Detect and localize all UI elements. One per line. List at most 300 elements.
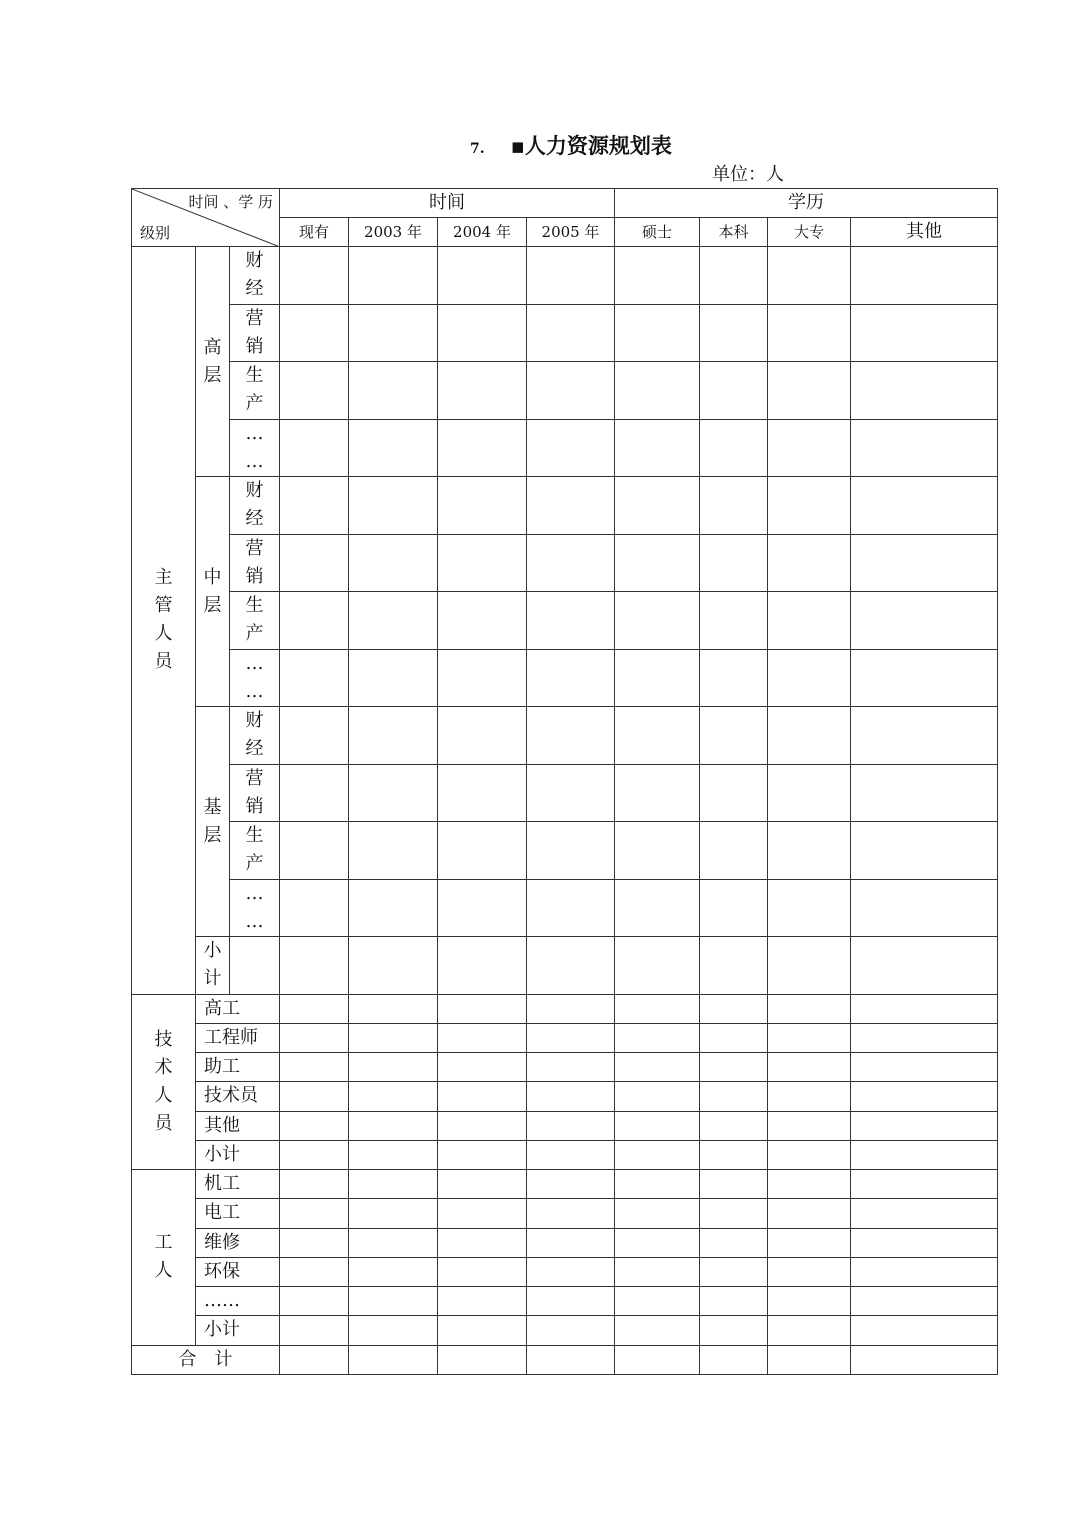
data-cell (438, 534, 527, 592)
data-cell (851, 1199, 998, 1228)
time-group-header: 时间 (280, 189, 615, 218)
edu-col-header: 硕士 (615, 218, 700, 247)
data-cell (851, 1170, 998, 1199)
data-cell (768, 1257, 851, 1286)
function-label (244, 420, 266, 476)
table-row (132, 534, 998, 592)
level-label-cell (196, 707, 230, 937)
table-row (132, 304, 998, 362)
data-cell (700, 1257, 768, 1286)
data-cell (349, 707, 438, 765)
data-cell (768, 1199, 851, 1228)
data-cell (349, 1023, 438, 1052)
level-label (202, 794, 224, 850)
data-cell (615, 247, 700, 305)
data-cell (349, 994, 438, 1023)
data-cell (768, 879, 851, 937)
data-cell (768, 1170, 851, 1199)
edu-col-header: 大专 (768, 218, 851, 247)
manager-label-char: 员 (154, 651, 173, 673)
data-cell (280, 247, 349, 305)
function-label-char: … (245, 652, 264, 674)
data-cell (349, 1228, 438, 1257)
data-cell (280, 477, 349, 535)
data-cell (768, 1228, 851, 1257)
data-cell (438, 707, 527, 765)
table-row (132, 419, 998, 477)
data-cell (527, 649, 615, 707)
level-label-char: 中 (203, 566, 222, 588)
data-cell (615, 362, 700, 420)
table-row (132, 649, 998, 707)
tech-category-cell (132, 994, 196, 1170)
manager-label-char: 管 (154, 595, 173, 617)
function-label (244, 822, 266, 878)
data-cell (527, 477, 615, 535)
worker-row-label: 环保 (196, 1257, 280, 1286)
data-cell (349, 1316, 438, 1345)
data-cell (438, 1082, 527, 1111)
function-label-cell (230, 304, 280, 362)
function-label-char: 营 (245, 537, 264, 559)
data-cell (768, 419, 851, 477)
function-label-cell (230, 822, 280, 880)
data-cell (768, 534, 851, 592)
function-label-char: … (245, 422, 264, 444)
data-cell (280, 1199, 349, 1228)
data-cell (700, 822, 768, 880)
tech-row-label: 助工 (196, 1053, 280, 1082)
data-cell (615, 707, 700, 765)
data-cell (280, 1316, 349, 1345)
data-cell (851, 1082, 998, 1111)
function-label-char: 销 (245, 795, 264, 817)
table-row (132, 879, 998, 937)
data-cell (280, 419, 349, 477)
data-cell (527, 822, 615, 880)
function-label-cell (230, 649, 280, 707)
data-cell (438, 592, 527, 650)
data-cell (280, 994, 349, 1023)
data-cell (527, 247, 615, 305)
level-label-char: 基 (203, 796, 222, 818)
table-row (132, 1023, 998, 1052)
data-cell (768, 764, 851, 822)
level-label-cell (196, 247, 230, 477)
data-cell (349, 764, 438, 822)
data-cell (527, 592, 615, 650)
data-cell (851, 1228, 998, 1257)
worker-label-char: 人 (154, 1260, 173, 1282)
total-label: 合 计 (132, 1345, 280, 1374)
data-cell (615, 1345, 700, 1374)
manager-category-cell (132, 247, 196, 995)
data-cell (851, 822, 998, 880)
data-cell (700, 1345, 768, 1374)
data-cell (615, 592, 700, 650)
data-cell (438, 477, 527, 535)
data-cell (280, 304, 349, 362)
data-cell (851, 649, 998, 707)
time-col-header: 2003 年 (349, 218, 438, 247)
data-cell (615, 534, 700, 592)
function-label-char: 销 (245, 565, 264, 587)
tech-row-label: 其他 (196, 1111, 280, 1140)
data-cell (349, 1170, 438, 1199)
data-cell (700, 707, 768, 765)
data-cell (851, 1023, 998, 1052)
table-row (132, 1170, 998, 1199)
data-cell (615, 1228, 700, 1257)
data-cell (438, 1287, 527, 1316)
table-row (132, 1287, 998, 1316)
subtotal-label-char: 小 (203, 940, 222, 962)
data-cell (438, 247, 527, 305)
data-cell (280, 1053, 349, 1082)
data-cell (615, 1053, 700, 1082)
function-label-cell (230, 362, 280, 420)
time-col-header: 现有 (280, 218, 349, 247)
function-label-char: 财 (245, 480, 264, 502)
data-cell (527, 994, 615, 1023)
data-cell (700, 1228, 768, 1257)
function-label (244, 765, 266, 821)
data-cell (438, 1140, 527, 1169)
function-label-char: … (245, 910, 264, 932)
data-cell (280, 1257, 349, 1286)
tech-row-label: 技术员 (196, 1082, 280, 1111)
data-cell (851, 304, 998, 362)
data-cell (700, 1053, 768, 1082)
manager-label (153, 564, 175, 676)
data-cell (349, 362, 438, 420)
data-cell (851, 1053, 998, 1082)
data-cell (768, 1111, 851, 1140)
edu-group-header: 学历 (615, 189, 998, 218)
data-cell (615, 1287, 700, 1316)
data-cell (768, 362, 851, 420)
data-cell (700, 1140, 768, 1169)
table-row (132, 707, 998, 765)
data-cell (700, 419, 768, 477)
data-cell (768, 247, 851, 305)
worker-row-label: 机工 (196, 1170, 280, 1199)
function-label-char: … (245, 680, 264, 702)
data-cell (349, 304, 438, 362)
function-label (244, 362, 266, 418)
data-cell (349, 1199, 438, 1228)
data-cell (851, 879, 998, 937)
data-cell (768, 822, 851, 880)
data-cell (768, 304, 851, 362)
data-cell (527, 1023, 615, 1052)
function-label-char: 经 (245, 278, 264, 300)
data-cell (280, 879, 349, 937)
total-row (132, 1345, 998, 1374)
data-cell (349, 1082, 438, 1111)
data-cell (527, 707, 615, 765)
data-cell (349, 879, 438, 937)
data-cell (438, 1053, 527, 1082)
table-row (132, 764, 998, 822)
data-cell (615, 937, 700, 995)
data-cell (615, 304, 700, 362)
data-cell (527, 1082, 615, 1111)
table-row (132, 1053, 998, 1082)
data-cell (527, 419, 615, 477)
function-label (244, 535, 266, 591)
data-cell (438, 937, 527, 995)
data-cell (615, 1257, 700, 1286)
data-cell (615, 994, 700, 1023)
data-cell (438, 822, 527, 880)
function-label (244, 592, 266, 648)
subtotal-label (202, 937, 224, 993)
data-cell (615, 1199, 700, 1228)
data-cell (438, 419, 527, 477)
data-cell (280, 1228, 349, 1257)
function-label-char: 经 (245, 508, 264, 530)
data-cell (851, 477, 998, 535)
data-cell (700, 362, 768, 420)
data-cell (349, 534, 438, 592)
data-cell (280, 1023, 349, 1052)
function-label-char: 生 (245, 825, 264, 847)
data-cell (527, 1170, 615, 1199)
data-cell (700, 1023, 768, 1052)
function-label (244, 477, 266, 533)
data-cell (280, 1345, 349, 1374)
data-cell (527, 1287, 615, 1316)
data-cell (438, 994, 527, 1023)
data-cell (851, 994, 998, 1023)
data-cell (615, 764, 700, 822)
function-label-char: 产 (245, 623, 264, 645)
function-label-char: 产 (245, 393, 264, 415)
data-cell (700, 937, 768, 995)
tech-row-label: 小计 (196, 1140, 280, 1169)
data-cell (700, 247, 768, 305)
data-cell (851, 937, 998, 995)
data-cell (615, 879, 700, 937)
level-label-char: 层 (203, 594, 222, 616)
edu-col-header: 本科 (700, 218, 768, 247)
data-cell (280, 592, 349, 650)
tech-row-label: 高工 (196, 994, 280, 1023)
table-row (132, 1199, 998, 1228)
level-label-cell (196, 477, 230, 707)
function-label-cell (230, 707, 280, 765)
data-cell (280, 822, 349, 880)
data-cell (438, 1023, 527, 1052)
title-number: 7. (470, 141, 485, 157)
data-cell (851, 1257, 998, 1286)
table-row (132, 1228, 998, 1257)
manager-label-char: 主 (154, 567, 173, 589)
data-cell (438, 1316, 527, 1345)
data-cell (768, 707, 851, 765)
data-cell (438, 1228, 527, 1257)
table-row (132, 937, 998, 995)
data-cell (527, 764, 615, 822)
function-label-char: 营 (245, 767, 264, 789)
data-cell (615, 649, 700, 707)
data-cell (851, 534, 998, 592)
data-cell (438, 362, 527, 420)
function-label-char: … (245, 450, 264, 472)
data-cell (527, 1316, 615, 1345)
data-cell (438, 649, 527, 707)
level-label-char: 层 (203, 364, 222, 386)
function-label-char: 产 (245, 853, 264, 875)
data-cell (851, 419, 998, 477)
data-cell (527, 1257, 615, 1286)
function-label-cell (230, 764, 280, 822)
data-cell (700, 994, 768, 1023)
data-cell (768, 477, 851, 535)
data-cell (438, 1257, 527, 1286)
data-cell (527, 362, 615, 420)
function-label-char: 经 (245, 738, 264, 760)
data-cell (851, 1140, 998, 1169)
data-cell (768, 1316, 851, 1345)
function-label-char: 营 (245, 307, 264, 329)
function-label-cell (230, 534, 280, 592)
function-label (244, 650, 266, 706)
manager-subtotal-label-cell (196, 937, 230, 995)
diag-top-label: 时间 、学 历 (188, 193, 274, 211)
data-cell (438, 764, 527, 822)
data-cell (280, 362, 349, 420)
worker-row-label: 维修 (196, 1228, 280, 1257)
data-cell (438, 1345, 527, 1374)
table-row (132, 822, 998, 880)
data-cell (349, 419, 438, 477)
table-row (132, 1316, 998, 1345)
diag-bottom-label: 级别 (140, 224, 171, 242)
data-cell (700, 1199, 768, 1228)
data-cell (768, 649, 851, 707)
data-cell (349, 1111, 438, 1140)
data-cell (230, 937, 280, 995)
tech-label-char: 技 (154, 1028, 173, 1050)
data-cell (527, 879, 615, 937)
data-cell (700, 1111, 768, 1140)
worker-row-label: 电工 (196, 1199, 280, 1228)
level-label-char: 高 (203, 336, 222, 358)
data-cell (349, 1345, 438, 1374)
data-cell (768, 592, 851, 650)
function-label-cell (230, 247, 280, 305)
data-cell (700, 1170, 768, 1199)
data-cell (349, 1287, 438, 1316)
data-cell (349, 822, 438, 880)
data-cell (349, 1140, 438, 1169)
data-cell (851, 592, 998, 650)
data-cell (280, 937, 349, 995)
level-label-char: 层 (203, 824, 222, 846)
data-cell (280, 707, 349, 765)
level-label (202, 334, 224, 390)
tech-label (153, 1026, 175, 1138)
unit-label: 单位：人 (712, 164, 784, 185)
tech-label-char: 人 (154, 1084, 173, 1106)
function-label-char: 财 (245, 250, 264, 272)
edu-col-header: 其他 (851, 218, 998, 247)
data-cell (615, 1170, 700, 1199)
worker-label (153, 1229, 175, 1285)
function-label-cell (230, 419, 280, 477)
table-row (132, 362, 998, 420)
data-cell (527, 1053, 615, 1082)
data-cell (768, 1345, 851, 1374)
data-cell (768, 937, 851, 995)
data-cell (615, 1023, 700, 1052)
data-cell (700, 477, 768, 535)
data-cell (280, 534, 349, 592)
data-cell (349, 477, 438, 535)
hr-planning-table (131, 188, 998, 1375)
function-label-char: 财 (245, 710, 264, 732)
data-cell (700, 879, 768, 937)
data-cell (700, 304, 768, 362)
subtotal-label-char: 计 (203, 968, 222, 990)
data-cell (438, 1199, 527, 1228)
function-label-char: 生 (245, 365, 264, 387)
data-cell (527, 534, 615, 592)
table-row (132, 247, 998, 305)
data-cell (527, 1228, 615, 1257)
data-cell (527, 1345, 615, 1374)
function-label (244, 305, 266, 361)
data-cell (280, 764, 349, 822)
data-cell (615, 1111, 700, 1140)
page-title (470, 130, 672, 160)
data-cell (438, 1111, 527, 1140)
data-cell (851, 1316, 998, 1345)
table-row (132, 592, 998, 650)
data-cell (851, 707, 998, 765)
tech-row-label: 工程师 (196, 1023, 280, 1052)
table-row (132, 1082, 998, 1111)
worker-label-char: 工 (154, 1232, 173, 1254)
data-cell (280, 649, 349, 707)
data-cell (349, 247, 438, 305)
data-cell (700, 1287, 768, 1316)
function-label (244, 880, 266, 936)
function-label-cell (230, 477, 280, 535)
worker-row-label: …… (196, 1287, 280, 1316)
data-cell (349, 1257, 438, 1286)
time-col-header: 2004 年 (438, 218, 527, 247)
data-cell (851, 1111, 998, 1140)
data-cell (700, 1316, 768, 1345)
data-cell (280, 1170, 349, 1199)
title-text: ▪人力资源规划表 (510, 133, 672, 158)
data-cell (349, 592, 438, 650)
table-row (132, 1140, 998, 1169)
function-label-cell (230, 592, 280, 650)
data-cell (768, 1287, 851, 1316)
data-cell (768, 1053, 851, 1082)
tech-label-char: 术 (154, 1056, 173, 1078)
data-cell (349, 649, 438, 707)
data-cell (280, 1111, 349, 1140)
data-cell (438, 879, 527, 937)
data-cell (349, 1053, 438, 1082)
data-cell (700, 1082, 768, 1111)
data-cell (615, 822, 700, 880)
